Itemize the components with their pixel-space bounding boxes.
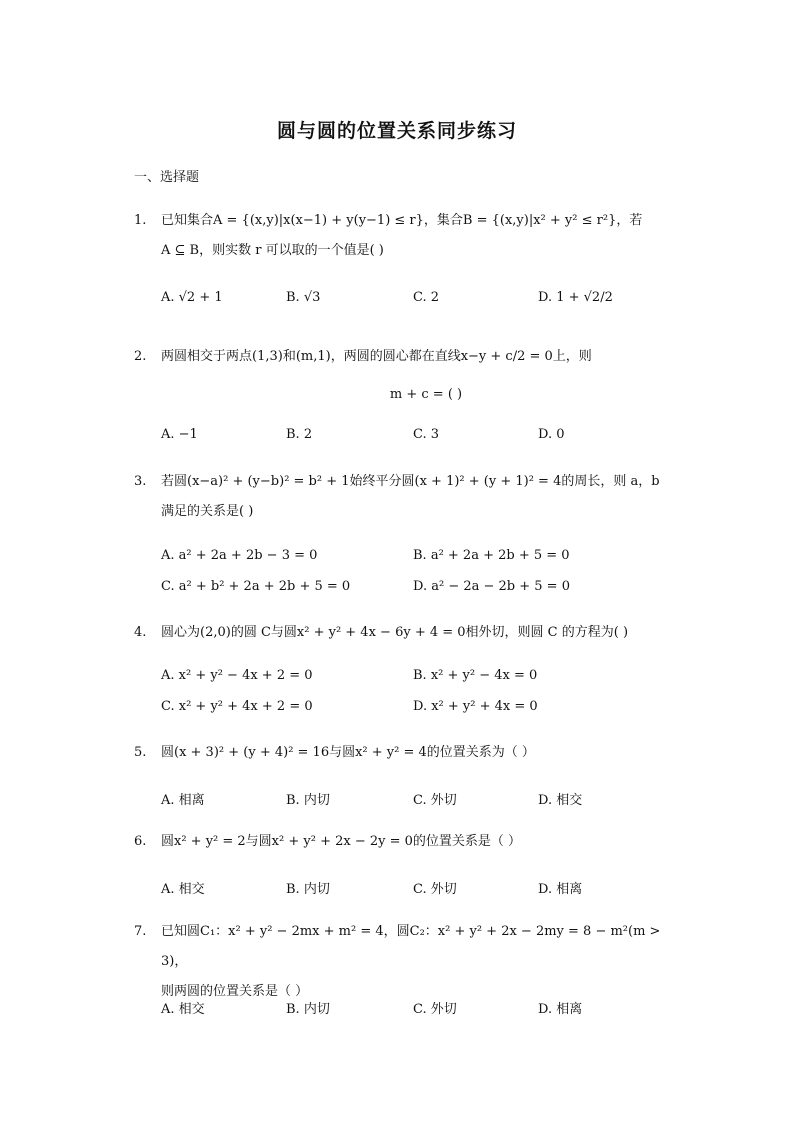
option-c[interactable]: C. a² + b² + 2a + 2b + 5 = 0 [161,579,351,594]
question-stem-line: 已知圆C₁：x² + y² − 2mx + m² = 4，圆C₂：x² + y² + 2x − 2my = 8 − m²(m > 3)， [161,924,661,969]
page-title: 圆与圆的位置关系同步练习 [276,120,517,142]
option-b[interactable]: B. 2 [286,427,313,442]
question-stem-line: 满足的关系是( ) [161,504,254,519]
question-6 [134,827,664,857]
option-b[interactable]: B. 内切 [286,793,330,808]
question-number: 2. [134,349,147,364]
question-stem-line: 圆(x + 3)² + (y + 4)² = 16与圆x² + y² = 4的位置关系为（ ） [161,745,535,760]
question-number: 5. [134,745,147,760]
question-1 [134,206,664,266]
option-a[interactable]: A. 相交 [161,1002,205,1017]
question-number: 3. [134,474,147,489]
question-number: 6. [134,834,147,849]
option-b[interactable]: B. 内切 [286,1002,330,1017]
question-3 [134,467,664,527]
question-stem-line: 已知集合A = {(x,y)|x(x−1) + y(y−1) ≤ r}，集合B = {(x,y)|x² + y² ≤ r²}，若 [161,213,643,228]
question-stem-line: m + c = ( ) [389,387,463,402]
question-stem-line: 两圆相交于两点(1,3)和(m,1)，两圆的圆心都在直线x−y + c/2 = 0上，则 [161,349,592,364]
option-a[interactable]: A. √2 + 1 [161,290,223,305]
option-a[interactable]: A. −1 [161,427,198,442]
option-d[interactable]: D. 1 + √2/2 [538,290,613,305]
option-d[interactable]: D. 0 [538,427,565,442]
option-c[interactable]: C. 3 [413,427,440,442]
option-d[interactable]: D. 相离 [538,882,583,897]
question-5 [134,738,664,768]
question-stem-line: 则两圆的位置关系是（ ） [161,984,309,999]
option-b[interactable]: B. √3 [286,290,321,305]
option-a[interactable]: A. x² + y² − 4x + 2 = 0 [161,668,313,683]
option-d[interactable]: D. 相交 [538,793,583,808]
question-stem-line: 圆x² + y² = 2与圆x² + y² + 2x − 2y = 0的位置关系是（ ） [161,834,522,849]
option-d[interactable]: D. x² + y² + 4x = 0 [413,699,538,714]
option-c[interactable]: C. 外切 [413,793,457,808]
option-a[interactable]: A. a² + 2a + 2b − 3 = 0 [161,548,318,563]
option-c[interactable]: C. 外切 [413,882,457,897]
option-a[interactable]: A. 相交 [161,882,205,897]
option-d[interactable]: D. a² − 2a − 2b + 5 = 0 [413,579,570,594]
option-c[interactable]: C. x² + y² + 4x + 2 = 0 [161,699,313,714]
option-c[interactable]: C. 2 [413,290,440,305]
question-2 [134,342,664,410]
question-stem-line: 若圆(x−a)² + (y−b)² = b² + 1始终平分圆(x + 1)² + (y + 1)² = 4的周长，则 a，b [161,474,660,489]
option-b[interactable]: B. a² + 2a + 2b + 5 = 0 [413,548,570,563]
question-stem-line: 圆心为(2,0)的圆 C与圆x² + y² + 4x − 6y + 4 = 0相外切，则圆 C 的方程为( ) [161,625,629,640]
option-c[interactable]: C. 外切 [413,1002,457,1017]
option-b[interactable]: B. x² + y² − 4x = 0 [413,668,538,683]
question-number: 1. [134,213,147,228]
option-d[interactable]: D. 相离 [538,1002,583,1017]
section-heading: 一、选择题 [134,170,200,185]
option-a[interactable]: A. 相离 [161,793,205,808]
question-number: 7. [134,924,147,939]
question-4 [134,618,664,648]
question-number: 4. [134,625,147,640]
question-7 [134,917,664,1007]
question-stem-line: A ⊆ B，则实数 r 可以取的一个值是( ) [161,243,384,258]
option-b[interactable]: B. 内切 [286,882,330,897]
